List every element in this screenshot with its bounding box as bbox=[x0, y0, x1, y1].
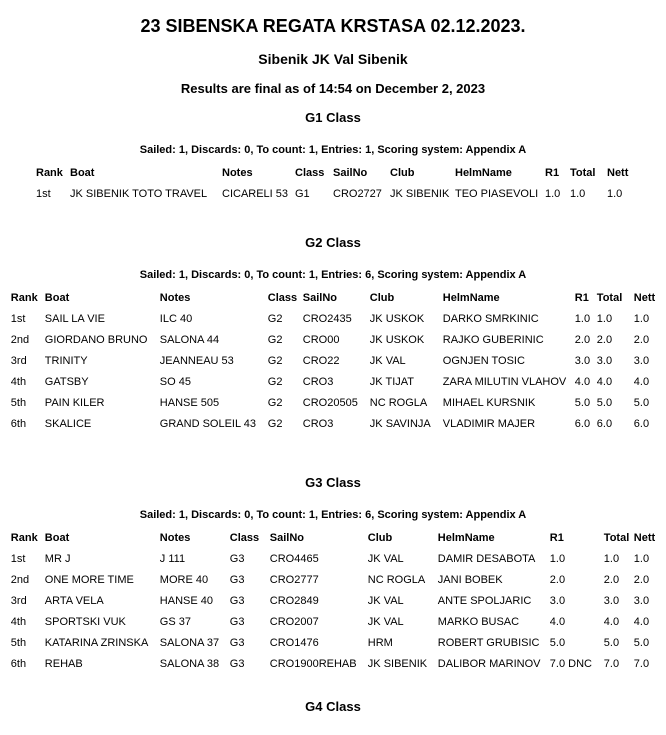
column-header: R1 bbox=[549, 532, 564, 544]
table-row bbox=[11, 393, 655, 414]
cell: 4.0 bbox=[633, 376, 650, 388]
class-heading-g4: G4 Class bbox=[305, 699, 361, 714]
cell: JK SIBENIK TOTO TRAVEL bbox=[70, 188, 208, 200]
column-header: Nett bbox=[607, 167, 629, 179]
cell: 6th bbox=[10, 418, 27, 430]
cell: 3rd bbox=[10, 355, 27, 367]
cell: JK VAL bbox=[367, 616, 404, 628]
cell: 1.0 bbox=[549, 553, 566, 565]
cell: G2 bbox=[267, 334, 283, 346]
class-heading-g3: G3 Class bbox=[305, 475, 361, 490]
cell: SPORTSKI VUK bbox=[44, 616, 126, 628]
cell: ONE MORE TIME bbox=[44, 574, 134, 586]
cell: 2.0 bbox=[574, 334, 591, 346]
cell: GATSBY bbox=[44, 376, 89, 388]
cell: GIORDANO BRUNO bbox=[44, 334, 148, 346]
cell: CRO1476 bbox=[269, 637, 319, 649]
cell: ROBERT GRUBISIC bbox=[437, 637, 540, 649]
section-g2 bbox=[0, 235, 666, 435]
cell: JANI BOBEK bbox=[437, 574, 503, 586]
cell: CRO20505 bbox=[302, 397, 358, 409]
cell: 4th bbox=[10, 376, 27, 388]
cell: SALONA 44 bbox=[159, 334, 220, 346]
column-header: Nett bbox=[633, 292, 656, 304]
cell: JK USKOK bbox=[369, 313, 425, 325]
section-g1 bbox=[0, 110, 666, 205]
cell: JK SIBENIK bbox=[367, 658, 428, 670]
cell: 3.0 bbox=[549, 595, 566, 607]
cell: 5th bbox=[10, 397, 27, 409]
column-header: R1 bbox=[545, 167, 560, 179]
cell: TRINITY bbox=[44, 355, 88, 367]
cell: JK SAVINJA bbox=[369, 418, 431, 430]
column-header: Rank bbox=[10, 532, 38, 544]
section-g4 bbox=[0, 699, 666, 715]
cell: 6.0 bbox=[574, 418, 591, 430]
cell: PAIN KILER bbox=[44, 397, 105, 409]
column-header: Class bbox=[295, 167, 325, 179]
class-heading-g2: G2 Class bbox=[305, 235, 361, 250]
results-table-g1 bbox=[36, 163, 630, 205]
cell: ZARA MILUTIN VLAHOV bbox=[442, 376, 567, 388]
cell: GRAND SOLEIL 43 bbox=[159, 418, 256, 430]
cell: 5.0 bbox=[633, 637, 650, 649]
cell: 3.0 bbox=[603, 595, 620, 607]
table-row bbox=[11, 612, 655, 633]
cell: 4.0 bbox=[633, 616, 650, 628]
column-header: Club bbox=[390, 167, 415, 179]
cell: ARTA VELA bbox=[44, 595, 104, 607]
column-header: Class bbox=[229, 532, 260, 544]
race-summary-g2: Sailed: 1, Discards: 0, To count: 1, Entries: 6, Scoring system: Appendix A bbox=[139, 269, 527, 281]
column-header: Boat bbox=[70, 167, 95, 179]
cell: 6.0 bbox=[633, 418, 650, 430]
cell: JK USKOK bbox=[369, 334, 425, 346]
results-table-g3 bbox=[11, 528, 655, 675]
cell: 1.0 bbox=[570, 188, 586, 200]
cell: JK VAL bbox=[367, 553, 404, 565]
cell: 3.0 bbox=[596, 355, 613, 367]
column-header: Notes bbox=[159, 292, 191, 304]
cell: 6th bbox=[10, 658, 27, 670]
column-header: Total bbox=[596, 292, 623, 304]
cell: MR J bbox=[44, 553, 71, 565]
cell: ANTE SPOLJARIC bbox=[437, 595, 532, 607]
cell: SALONA 38 bbox=[159, 658, 220, 670]
cell: TEO PIASEVOLI bbox=[455, 188, 539, 200]
column-header: Boat bbox=[44, 292, 70, 304]
cell: REHAB bbox=[44, 658, 83, 670]
cell: 5th bbox=[10, 637, 27, 649]
cell: 2.0 bbox=[633, 574, 650, 586]
table-row bbox=[11, 633, 655, 654]
cell: GS 37 bbox=[159, 616, 191, 628]
table-row bbox=[11, 351, 655, 372]
table-header-row bbox=[11, 288, 655, 309]
cell: 4.0 bbox=[574, 376, 591, 388]
cell: 2.0 bbox=[633, 334, 650, 346]
cell: CRO3 bbox=[302, 418, 334, 430]
cell: CRO3 bbox=[302, 376, 334, 388]
cell: RAJKO GUBERINIC bbox=[442, 334, 544, 346]
cell: G3 bbox=[229, 574, 245, 586]
column-header: Boat bbox=[44, 532, 70, 544]
column-header: SailNo bbox=[269, 532, 305, 544]
cell: CRO2435 bbox=[302, 313, 352, 325]
cell: 7.0 DNC bbox=[549, 658, 592, 670]
cell: HRM bbox=[367, 637, 393, 649]
column-header: Nett bbox=[633, 532, 656, 544]
column-header: HelmName bbox=[455, 167, 512, 179]
cell: CRO2727 bbox=[333, 188, 382, 200]
race-summary-g3: Sailed: 1, Discards: 0, To count: 1, Entries: 6, Scoring system: Appendix A bbox=[139, 509, 527, 521]
cell: G3 bbox=[229, 616, 245, 628]
cell: 1.0 bbox=[545, 188, 561, 200]
cell: 1.0 bbox=[607, 188, 623, 200]
table-row bbox=[11, 372, 655, 393]
cell: 4.0 bbox=[549, 616, 566, 628]
cell: 1.0 bbox=[596, 313, 613, 325]
table-row bbox=[36, 184, 630, 205]
column-header: SailNo bbox=[333, 167, 368, 179]
cell: 1st bbox=[36, 188, 51, 200]
cell: SO 45 bbox=[159, 376, 191, 388]
cell: OGNJEN TOSIC bbox=[442, 355, 525, 367]
cell: CRO22 bbox=[302, 355, 340, 367]
race-summary-g1: Sailed: 1, Discards: 0, To count: 1, Entries: 1, Scoring system: Appendix A bbox=[139, 144, 527, 156]
cell: NC ROGLA bbox=[369, 397, 428, 409]
table-header-row bbox=[11, 528, 655, 549]
cell: CICARELI 53 bbox=[222, 188, 289, 200]
cell: 1.0 bbox=[603, 553, 620, 565]
cell: MIHAEL KURSNIK bbox=[442, 397, 536, 409]
cell: 2nd bbox=[10, 334, 30, 346]
cell: G3 bbox=[229, 553, 245, 565]
column-header: Notes bbox=[159, 532, 191, 544]
cell: G2 bbox=[267, 313, 283, 325]
cell: JK SIBENIK bbox=[390, 188, 450, 200]
cell: HANSE 40 bbox=[159, 595, 213, 607]
cell: SALONA 37 bbox=[159, 637, 220, 649]
cell: 2.0 bbox=[549, 574, 566, 586]
table-row bbox=[11, 309, 655, 330]
column-header: R1 bbox=[574, 292, 589, 304]
results-final-note: Results are final as of 14:54 on December 2, 2023 bbox=[180, 81, 486, 96]
cell: DAMIR DESABOTA bbox=[437, 553, 536, 565]
table-row bbox=[11, 549, 655, 570]
cell: 2.0 bbox=[596, 334, 613, 346]
cell: CRO2007 bbox=[269, 616, 319, 628]
column-header: Total bbox=[570, 167, 596, 179]
column-header: Rank bbox=[10, 292, 38, 304]
cell: G2 bbox=[267, 418, 283, 430]
column-header: SailNo bbox=[302, 292, 338, 304]
cell: JEANNEAU 53 bbox=[159, 355, 234, 367]
cell: 3.0 bbox=[574, 355, 591, 367]
cell: SAIL LA VIE bbox=[44, 313, 105, 325]
results-table-g2 bbox=[11, 288, 655, 435]
table-header-row bbox=[36, 163, 630, 184]
cell: MARKO BUSAC bbox=[437, 616, 520, 628]
page-title: 23 SIBENSKA REGATA KRSTASA 02.12.2023. bbox=[140, 16, 526, 36]
cell: G1 bbox=[295, 188, 310, 200]
column-header: Club bbox=[367, 532, 393, 544]
cell: 5.0 bbox=[574, 397, 591, 409]
page-subtitle: Sibenik JK Val Sibenik bbox=[258, 51, 408, 67]
class-heading-g1: G1 Class bbox=[305, 110, 361, 125]
cell: G3 bbox=[229, 658, 245, 670]
table-row bbox=[11, 414, 655, 435]
cell: 4.0 bbox=[603, 616, 620, 628]
cell: JK VAL bbox=[369, 355, 406, 367]
column-header: Total bbox=[603, 532, 630, 544]
table-row bbox=[11, 570, 655, 591]
cell: G2 bbox=[267, 355, 283, 367]
cell: 5.0 bbox=[596, 397, 613, 409]
cell: CRO00 bbox=[302, 334, 340, 346]
cell: G2 bbox=[267, 397, 283, 409]
cell: JK VAL bbox=[367, 595, 404, 607]
column-header: Class bbox=[267, 292, 298, 304]
cell: 3rd bbox=[10, 595, 27, 607]
cell: G2 bbox=[267, 376, 283, 388]
cell: G3 bbox=[229, 595, 245, 607]
cell: 3.0 bbox=[633, 355, 650, 367]
cell: CRO1900REHAB bbox=[269, 658, 357, 670]
cell: 5.0 bbox=[633, 397, 650, 409]
cell: NC ROGLA bbox=[367, 574, 426, 586]
cell: JK TIJAT bbox=[369, 376, 415, 388]
table-row bbox=[11, 654, 655, 675]
cell: 4.0 bbox=[596, 376, 613, 388]
column-header: Notes bbox=[222, 167, 253, 179]
column-header: Club bbox=[369, 292, 395, 304]
cell: 1.0 bbox=[574, 313, 591, 325]
cell: DARKO SMRKINIC bbox=[442, 313, 539, 325]
cell: HANSE 505 bbox=[159, 397, 220, 409]
cell: 5.0 bbox=[549, 637, 566, 649]
cell: 1st bbox=[10, 313, 26, 325]
cell: MORE 40 bbox=[159, 574, 209, 586]
table-row bbox=[11, 330, 655, 351]
cell: 7.0 bbox=[603, 658, 620, 670]
cell: VLADIMIR MAJER bbox=[442, 418, 536, 430]
column-header: Rank bbox=[36, 167, 63, 179]
cell: ILC 40 bbox=[159, 313, 193, 325]
cell: CRO2849 bbox=[269, 595, 319, 607]
cell: 2.0 bbox=[603, 574, 620, 586]
cell: J 111 bbox=[159, 553, 186, 565]
cell: CRO2777 bbox=[269, 574, 319, 586]
column-header: HelmName bbox=[442, 292, 500, 304]
table-row bbox=[11, 591, 655, 612]
column-header: HelmName bbox=[437, 532, 495, 544]
cell: 1.0 bbox=[633, 553, 650, 565]
cell: G3 bbox=[229, 637, 245, 649]
cell: 6.0 bbox=[596, 418, 613, 430]
cell: KATARINA ZRINSKA bbox=[44, 637, 149, 649]
cell: 1st bbox=[10, 553, 26, 565]
cell: DALIBOR MARINOV bbox=[437, 658, 541, 670]
cell: 2nd bbox=[10, 574, 30, 586]
cell: 5.0 bbox=[603, 637, 620, 649]
section-g3 bbox=[0, 475, 666, 675]
cell: 3.0 bbox=[633, 595, 650, 607]
cell: 7.0 bbox=[633, 658, 650, 670]
cell: SKALICE bbox=[44, 418, 92, 430]
cell: 1.0 bbox=[633, 313, 650, 325]
cell: 4th bbox=[10, 616, 27, 628]
cell: CRO4465 bbox=[269, 553, 319, 565]
